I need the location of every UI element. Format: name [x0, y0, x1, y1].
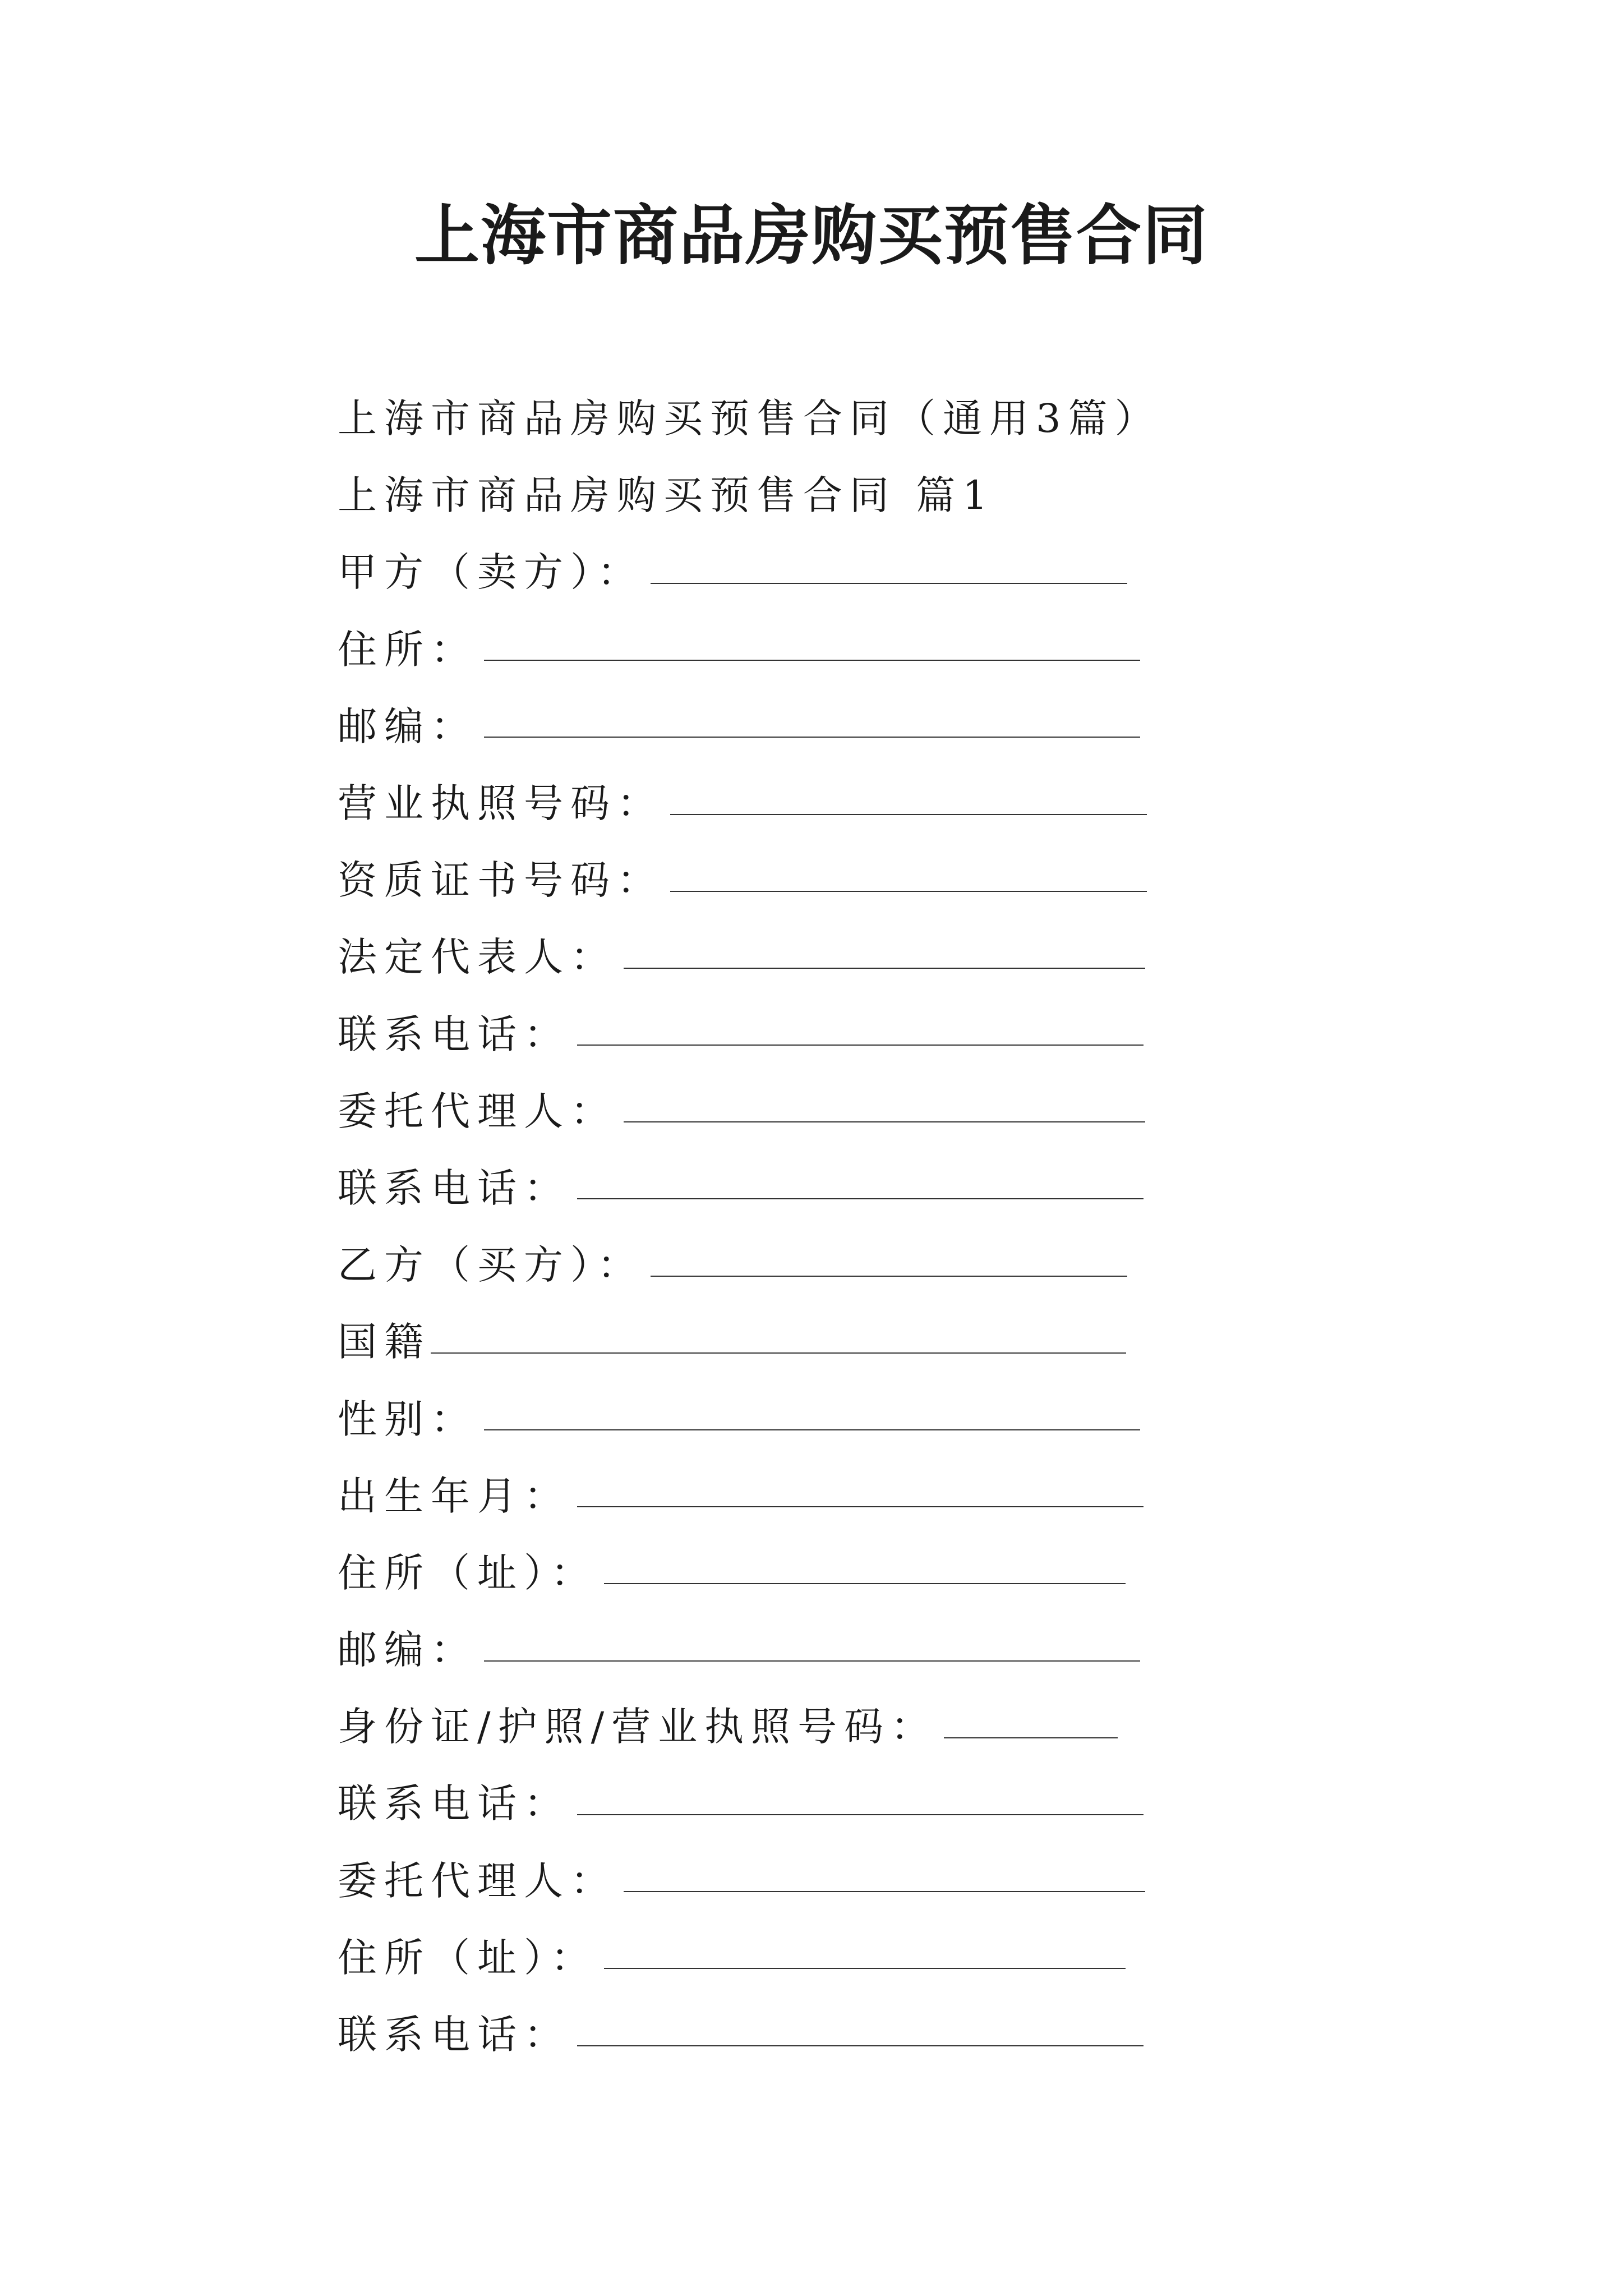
fill-blank: [577, 1506, 1144, 1507]
form-field-seller-postcode: [338, 685, 1134, 762]
field-label: 住所（址）：: [338, 1934, 597, 1981]
fill-blank: [577, 1198, 1144, 1199]
fill-blank: [577, 1045, 1144, 1046]
form-field-buyer-agent-address: [338, 1916, 1134, 1993]
fill-blank: [651, 583, 1127, 584]
form-field-buyer: [338, 1223, 1134, 1300]
fill-blank: [577, 1814, 1144, 1815]
fill-blank: [431, 1352, 1126, 1354]
field-label: 乙方（买方）：: [338, 1242, 644, 1289]
field-label: 性别：: [338, 1396, 477, 1442]
field-label: 资质证书号码：: [338, 857, 663, 904]
field-label: 营业执照号码：: [338, 780, 663, 827]
form-field-buyer-agent: [338, 1839, 1134, 1916]
form-field-legal-rep: [338, 915, 1134, 992]
field-label: 甲方（卖方）：: [338, 549, 644, 596]
form-field-id-number: [338, 1685, 1134, 1762]
form-field-seller-agent: [338, 1070, 1134, 1147]
field-label: 联系电话：: [338, 1011, 570, 1057]
fill-blank: [604, 1968, 1126, 1969]
field-label: 法定代表人：: [338, 934, 617, 981]
line-text: 上海市商品房购买预售合同 篇1: [338, 472, 995, 519]
document-line: [338, 377, 1161, 454]
fill-blank: [484, 1660, 1140, 1662]
form-field-buyer-address: [338, 1531, 1134, 1608]
fill-blank: [670, 891, 1147, 892]
document-title: 上海市商品房购买预售合同: [414, 197, 1209, 274]
form-field-seller-agent-phone: [338, 1147, 1134, 1223]
field-label: 联系电话：: [338, 1780, 570, 1827]
form-field-gender: [338, 1377, 1134, 1454]
form-field-buyer-agent-phone: [338, 1993, 1134, 2070]
field-label: 住所：: [338, 626, 477, 673]
fill-blank: [604, 1583, 1126, 1584]
field-label: 联系电话：: [338, 1165, 570, 1211]
fill-blank: [624, 1891, 1145, 1892]
field-label: 住所（址）：: [338, 1549, 597, 1596]
form-field-business-license: [338, 762, 1134, 839]
field-label: 邮编：: [338, 1627, 477, 1673]
fill-blank: [670, 814, 1147, 815]
fill-blank: [651, 1276, 1127, 1277]
fill-blank: [484, 737, 1140, 738]
form-field-buyer-phone: [338, 1762, 1134, 1839]
fill-blank: [624, 968, 1145, 969]
fill-blank: [944, 1737, 1118, 1738]
form-field-buyer-postcode: [338, 1608, 1134, 1685]
fill-blank: [577, 2045, 1144, 2046]
form-field-seller-address: [338, 608, 1134, 685]
field-label: 委托代理人：: [338, 1857, 617, 1904]
field-label: 委托代理人：: [338, 1088, 617, 1134]
fill-blank: [624, 1121, 1145, 1122]
field-label: 身份证/护照/营业执照号码：: [338, 1704, 938, 1750]
form-field-qualification-cert: [338, 839, 1134, 915]
field-label: 国籍: [338, 1319, 431, 1365]
form-field-seller: [338, 531, 1134, 608]
field-label: 联系电话：: [338, 2012, 570, 2058]
fill-blank: [484, 1429, 1140, 1430]
line-text: 上海市商品房购买预售合同（通用3篇）: [338, 395, 1161, 442]
document-line: [338, 454, 1134, 531]
fill-blank: [484, 660, 1140, 661]
form-field-seller-phone: [338, 993, 1134, 1070]
field-label: 出生年月：: [338, 1473, 570, 1519]
document-body: [338, 377, 1161, 2070]
field-label: 邮编：: [338, 703, 477, 749]
form-field-birth-date: [338, 1455, 1134, 1531]
form-field-nationality: [338, 1300, 1134, 1377]
